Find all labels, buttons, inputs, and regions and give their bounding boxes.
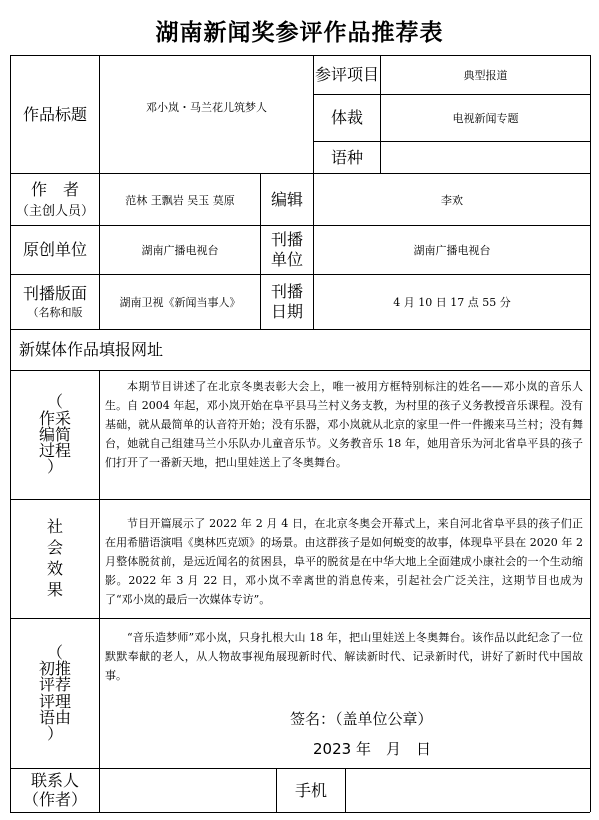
signature-line: 签名：（盖单位公章） [290,710,433,728]
contact-label [11,769,99,812]
author-label-main: 作 者 [30,180,79,199]
effect-label-char: 社 [46,517,63,537]
entry-item-label: 参评项目 [314,65,379,84]
publish-unit-label-line1: 刊播 [270,230,303,249]
intro-label-char: 程 [55,441,72,461]
effect-label-char: 果 [46,579,63,599]
contact-label-line1: 联系人 [30,771,79,791]
language-value [381,142,590,173]
author-label-sub: （主创人员） [15,204,94,219]
review-label-char: 语 [38,707,55,727]
review-label-char: ） [46,724,63,744]
publish-date-label [261,275,313,329]
date-line: 2023 年 月 日 [313,740,431,758]
form-title: 湖南新闻奖参评作品推荐表 [155,20,444,46]
editor-label: 编辑 [270,189,303,209]
intro-label-char: ） [46,457,63,477]
publish-date-label-line1: 刊播 [270,282,303,301]
intro-text: 本期节目讲述了在北京冬奥表彰大会上，唯一被用方框特别标注的姓名——邓小岚的音乐人生。自 2004 年起，邓小岚开始在阜平县马兰村义务支教，为村里的孩子义务教授音乐课程。没有基础，就从最简单的认音符开始；没有乐器，邓小岚就从北京的家里一件一件搬来马兰村；没有舞台，她就自己组建马兰小乐队办儿童音乐节。义务教音乐 18 年，她用音乐为河北省阜平县的孩子们打开了一番新天地，把山里娃送上了冬奥舞台。 [105,380,583,469]
original-unit-label: 原创单位 [22,240,87,259]
intro-label-char: 编 [38,424,55,444]
publish-unit-label [261,226,313,274]
new-media-url-label: 新媒体作品填报网址 [19,340,164,359]
contact-label-line2: （作者） [22,789,87,809]
mobile-label: 手机 [294,780,327,800]
review-label-char: 理 [55,691,72,711]
work-title-value: 邓小岚・马兰花儿筑梦人 [146,100,267,114]
effect-label-char: 效 [46,559,63,578]
original-unit-value: 湖南广播电视台 [141,244,219,257]
entry-item-value: 典型报道 [463,69,508,82]
review-label-char: 由 [55,707,72,727]
effect-label-char: 会 [46,538,63,558]
language-label: 语种 [330,147,363,167]
publish-page-label-main: 刊播版面 [22,284,87,303]
intro-label-char: 作 [38,408,55,428]
review-label-char: 评 [38,691,55,711]
intro-label-char: （ [46,392,63,412]
editor-value: 李欢 [441,193,463,207]
publish-unit-value: 湖南广播电视台 [413,244,491,257]
review-label-char: 荐 [55,675,72,695]
effect-label [11,500,99,618]
author-label [11,174,99,225]
review-label-char: （ [46,642,63,662]
authors-value: 范林 王飘岩 吴玉 莫原 [125,193,235,207]
new-media-url-value [220,330,590,370]
genre-value: 电视新闻专题 [452,112,519,125]
publish-page-value: 湖南卫视《新闻当事人》 [119,296,241,309]
work-title-label: 作品标题 [22,104,87,124]
mobile-value[interactable] [346,769,590,812]
publish-date-value: 4 月 10 日 17 点 55 分 [393,296,511,309]
effect-text: 节目开篇展示了 2022 年 2 月 4 日，在北京冬奥会开幕式上，来自河北省阜平县的孩子们正在用希腊语演唱《奥林匹克颂》的场景。由这群孩子是如何蜕变的故事，体现阜平县在 2020 年 2 月整体脱贫前，是远近闻名的贫困县，阜平的脱贫是在中华大地上全面建成小康社会的一个生动缩影。2022 年 3 月 22 日，邓小岚不幸离世的消息传来，引起社会广泛关注，这期节目也成为了“邓小岚的最后一次媒体专访”。 [105,517,583,606]
publish-page-label [11,275,99,329]
contact-value[interactable] [100,769,276,812]
review-label-char: 推 [55,658,72,678]
publish-unit-label-line2: 单位 [270,250,303,269]
review-label [11,619,99,768]
publish-date-label-line2: 日期 [270,302,303,321]
review-label-char: 评 [38,675,55,695]
intro-label-char: 简 [55,424,72,444]
publish-page-label-sub: （名称和版 [27,306,83,319]
genre-label: 体裁 [330,108,363,127]
review-label-char: 初 [38,658,55,678]
intro-label-char: 过 [38,441,55,461]
review-text: “音乐造梦师”邓小岚，只身扎根大山 18 年，把山里娃送上冬奥舞台。该作品以此纪念了一位默默奉献的老人，从人物故事视角展现新时代、解读新时代、记录新时代，讲好了新时代中国故事。 [105,631,583,682]
intro-label-char: 采 [55,408,72,428]
intro-label [11,371,99,499]
